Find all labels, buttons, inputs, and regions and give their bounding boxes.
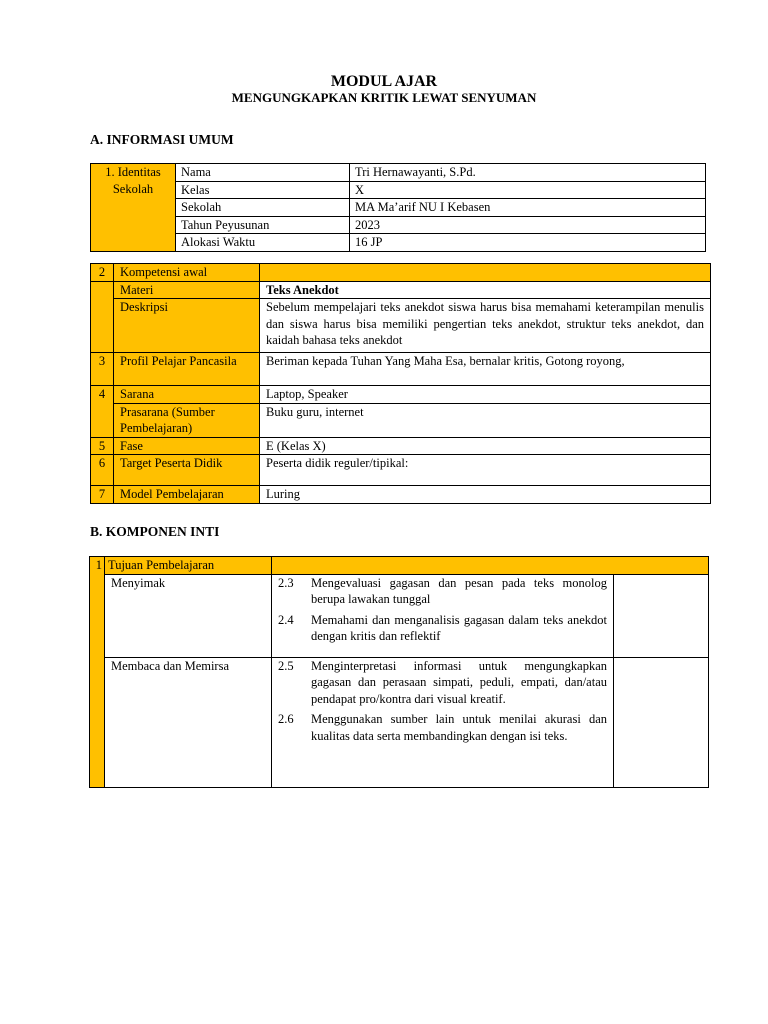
list-item (278, 711, 607, 744)
section-a-heading: A. INFORMASI UMUM (90, 132, 234, 147)
field-label: Tahun Peyusunan (176, 216, 350, 234)
identity-label: 1. Identitas Sekolah (105, 165, 161, 196)
section-b-heading: B. KOMPONEN INTI (90, 524, 220, 539)
row-value: Luring (260, 486, 711, 504)
group-label: Membaca dan Memirsa (105, 657, 272, 787)
row-value: Sebelum mempelajari teks anekdot siswa harus bisa memahami keterampilan menulis dan siswa harus bisa memiliki pengertian teks anekdot, struktur teks anekdot, dan kaidah bahasa teks anekdot (260, 299, 711, 353)
field-value: X (350, 181, 706, 199)
row-number: 3 (91, 353, 114, 386)
field-label: Sekolah (176, 199, 350, 217)
row-value: Buku guru, internet (260, 403, 711, 437)
table-row (91, 299, 711, 353)
row-label: Model Pembelajaran (114, 486, 260, 504)
table-row (91, 216, 706, 234)
objectives-cell (272, 574, 614, 657)
identity-table (90, 163, 706, 252)
row-label: Kompetensi awal (114, 264, 260, 282)
field-value: 2023 (350, 216, 706, 234)
table-row (91, 403, 711, 437)
table-row (91, 437, 711, 455)
table-row (91, 264, 711, 282)
row-label: Materi (114, 281, 260, 299)
table-row (91, 353, 711, 386)
objective-number: 2.4 (278, 612, 294, 627)
table-row (90, 657, 709, 787)
identity-label-cell (91, 164, 176, 252)
list-item (278, 575, 607, 608)
objective-number: 2.3 (278, 575, 294, 590)
row-number: 1 (90, 557, 105, 788)
group-label: Menyimak (105, 574, 272, 657)
row-label: Profil Pelajar Pancasila (114, 353, 260, 386)
list-item (278, 612, 607, 645)
table-row (91, 234, 706, 252)
row-label: Prasarana (Sumber Pembelajaran) (114, 403, 260, 437)
field-label: Alokasi Waktu (176, 234, 350, 252)
table-row (91, 386, 711, 404)
table-row (91, 199, 706, 217)
table-row (91, 164, 706, 182)
learning-objectives-table (89, 556, 709, 788)
field-value: 16 JP (350, 234, 706, 252)
row-number: 7 (91, 486, 114, 504)
objective-text: Memahami dan menganalisis gagasan dalam teks anekdot dengan kritis dan reflektif (311, 612, 607, 643)
field-value: MA Ma’arif NU I Kebasen (350, 199, 706, 217)
list-item (278, 658, 607, 708)
row-value: Peserta didik reguler/tipikal: (260, 455, 711, 486)
table-row (91, 486, 711, 504)
row-number: 5 (91, 437, 114, 455)
objective-text: Menggunakan sumber lain untuk menilai akurasi dan kualitas data serta membandingkan dengan isi teks. (311, 712, 607, 743)
field-value: Tri Hernawayanti, S.Pd. (350, 164, 706, 182)
row-label: Deskripsi (114, 299, 260, 353)
row-label: Fase (114, 437, 260, 455)
table-row (90, 574, 709, 657)
objective-text: Menginterpretasi informasi untuk mengungkapkan gagasan dan perasaan simpati, peduli, empati, dan/atau pendapat pro/kontra dari visual kreatif. (311, 658, 607, 706)
empty-cell (614, 574, 709, 657)
field-label: Kelas (176, 181, 350, 199)
row-number: 2 (91, 264, 114, 282)
empty-cell (614, 657, 709, 787)
row-number: 6 (91, 455, 114, 486)
objectives-cell (272, 657, 614, 787)
row-label: Target Peserta Didik (114, 455, 260, 486)
row-number: 4 (91, 386, 114, 438)
objective-text: Mengevaluasi gagasan dan pesan pada teks monolog berupa lawakan tunggal (311, 575, 607, 606)
table-row (91, 281, 711, 299)
document-subtitle: MENGUNGKAPKAN KRITIK LEWAT SENYUMAN (231, 90, 537, 105)
field-label: Nama (176, 164, 350, 182)
row-value: E (Kelas X) (260, 437, 711, 455)
objective-number: 2.5 (278, 658, 294, 673)
row-value: Beriman kepada Tuhan Yang Maha Esa, bernalar kritis, Gotong royong, (260, 353, 711, 386)
table-row (90, 557, 709, 575)
objective-number: 2.6 (278, 712, 294, 726)
module-info-table (90, 263, 711, 504)
row-value (260, 264, 711, 282)
table-row (91, 181, 706, 199)
row-label: Tujuan Pembelajaran (105, 557, 272, 575)
row-value: Teks Anekdot (260, 281, 711, 299)
row-value: Laptop, Speaker (260, 386, 711, 404)
header-fill (272, 557, 709, 575)
row-number (91, 281, 114, 353)
table-row (91, 455, 711, 486)
document-title: MODUL AJAR (330, 73, 438, 90)
row-label: Sarana (114, 386, 260, 404)
